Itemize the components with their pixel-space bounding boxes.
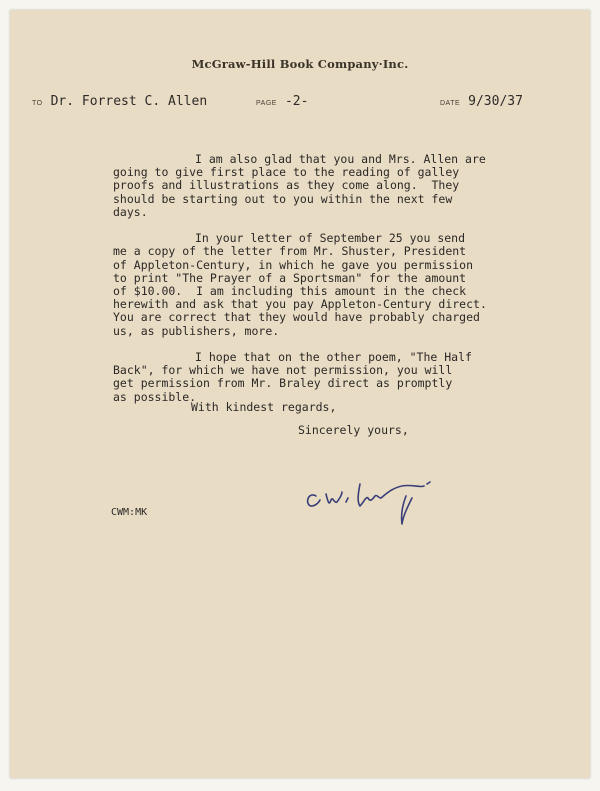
page-field (256, 90, 308, 109)
date-field (440, 90, 523, 109)
reference-initials: CWM:MK (111, 507, 148, 518)
body-paragraph-1: I am also glad that you and Mrs. Allen are going to give first place to the reading of galley proofs and illustrations as they come along. They should be starting out to you within the next few days. (113, 152, 486, 219)
to-label: TO (32, 100, 43, 107)
date-label: DATE (440, 100, 461, 107)
body-paragraph-2: In your letter of September 25 you send me a copy of the letter from Mr. Shuster, President of Appleton-Century, in which he gave you permission to print "The Prayer of a Sportsman" for the amount of $10.00. I am including this amount in the check herewith and ask that you pay Appleton-Century direct. You are correct that they would have probably charged us, as publishers, more. (113, 231, 487, 338)
letter-body (113, 153, 533, 417)
page-value: -2- (284, 94, 309, 109)
to-value: Dr. Forrest C. Allen (50, 94, 208, 109)
letterhead: McGraw-Hill Book Company·Inc. (191, 57, 409, 71)
signature-image (302, 472, 452, 532)
letter-sheet (10, 10, 590, 778)
to-field (32, 90, 207, 109)
date-value: 9/30/37 (468, 94, 523, 109)
closing-sign-off: Sincerely yours, (298, 423, 409, 437)
body-paragraph-3: I hope that on the other poem, "The Half Back", for which we have not permission, you will get permission from Mr. Braley direct as promptly as possible. (113, 350, 472, 404)
page-label: PAGE (256, 100, 277, 107)
closing-regards: With kindest regards, (191, 400, 337, 414)
